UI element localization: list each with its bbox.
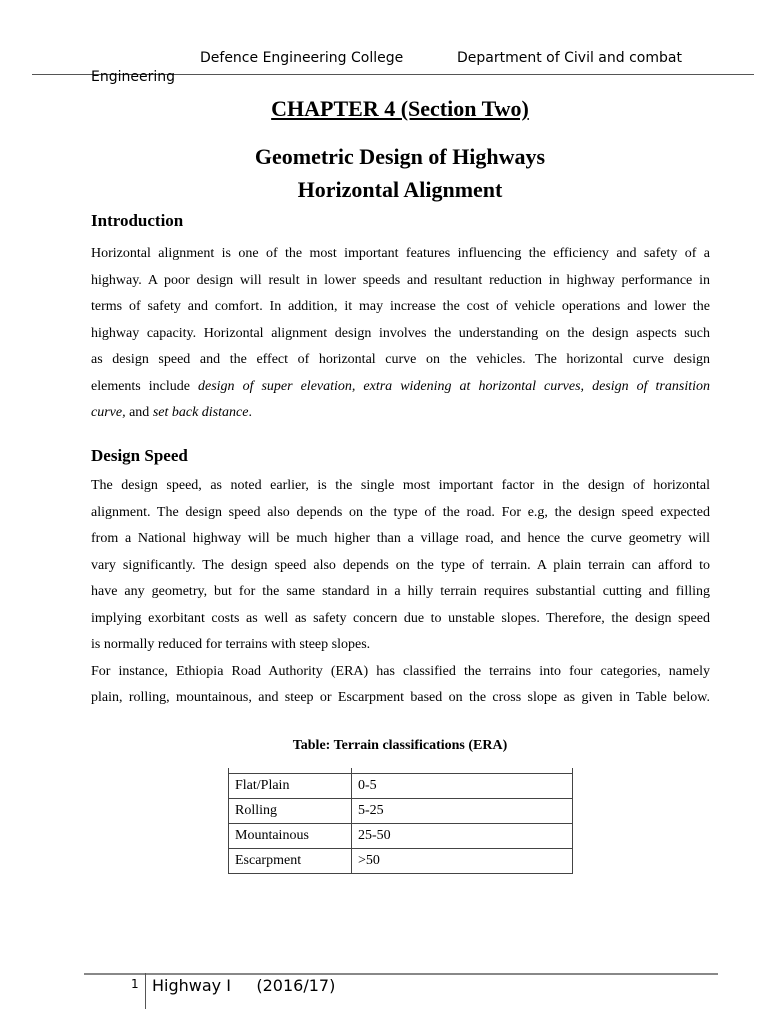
- text-run: elements include: [91, 378, 198, 394]
- table-row: [229, 799, 573, 824]
- table-cell-slope: >50: [352, 849, 573, 874]
- italic-text-run: design of super elevation, extra widening at horizontal curves, design of transition: [198, 378, 710, 394]
- footer-divider: [145, 973, 146, 1009]
- table-row: [229, 824, 573, 849]
- text-line: The design speed, as noted earlier, is the single most important factor in the design of horizontal: [91, 478, 710, 493]
- text-line: vary significantly. The design speed also depends on the type of terrain. A plain terrain can afford to: [91, 557, 710, 573]
- italic-text-run: curve,: [91, 405, 126, 420]
- header-department-continued: Engineering: [91, 69, 175, 85]
- document-subtitle: Horizontal Alignment: [297, 177, 503, 202]
- introduction-heading: Introduction: [91, 211, 184, 230]
- design-speed-paragraph: [91, 473, 710, 712]
- text-line: alignment. The design speed also depends on the type of the road. For e.g, the design speed expected: [91, 504, 710, 520]
- text-line: [91, 374, 710, 401]
- design-speed-heading: Design Speed: [91, 446, 188, 465]
- header-department: Department of Civil and combat: [457, 50, 682, 66]
- text-line: plain, rolling, mountainous, and steep or Escarpment based on the cross slope as given in Table below.: [91, 690, 710, 705]
- text-line: Horizontal alignment is one of the most important features influencing the efficiency and safety of a: [91, 246, 710, 261]
- terrain-table: [228, 768, 573, 874]
- text-line: have any geometry, but for the same standard in a hilly terrain requires substantial cutting and filling: [91, 584, 710, 599]
- text-line: highway capacity. Horizontal alignment design involves the understanding on the design aspects such: [91, 325, 710, 341]
- table-cell-terrain: Mountainous: [229, 824, 352, 849]
- footer-course: Highway I (2016/17): [152, 976, 336, 995]
- text-line: from a National highway will be much higher than a village road, and hence the curve geometry will: [91, 531, 710, 546]
- table-cell-terrain: Rolling: [229, 799, 352, 824]
- table-cell-slope: 0-5: [352, 774, 573, 799]
- text-line: as design speed and the effect of horizontal curve on the vehicles. The horizontal curve design: [91, 352, 710, 367]
- footer-rule: [84, 973, 718, 975]
- table-cell-slope: 25-50: [352, 824, 573, 849]
- table-cell-terrain: Flat/Plain: [229, 774, 352, 799]
- text-line: terms of safety and comfort. In addition, it may increase the cost of vehicle operations and lower the: [91, 299, 710, 314]
- text-line: [91, 400, 710, 427]
- header-college: Defence Engineering College: [200, 50, 404, 66]
- italic-text-run: set back distance: [152, 405, 249, 420]
- table-cell-terrain: Escarpment: [229, 849, 352, 874]
- page-number: 1: [131, 977, 139, 991]
- introduction-paragraph: [91, 241, 710, 427]
- text-line: is normally reduced for terrains with steep slopes.: [91, 637, 371, 652]
- text-line: implying exorbitant costs as well as safety concern due to unstable slopes. Therefore, the design speed: [91, 610, 710, 626]
- text-line: highway. A poor design will result in lower speeds and resultant reduction in highway performance in: [91, 272, 710, 288]
- document-title: Geometric Design of Highways: [254, 144, 546, 169]
- table-cell-slope: 5-25: [352, 799, 573, 824]
- table-row: [229, 774, 573, 799]
- table-caption: Table: Terrain classifications (ERA): [292, 738, 508, 753]
- table-row: [229, 849, 573, 874]
- text-run: .: [248, 405, 252, 420]
- text-run: and: [125, 405, 153, 420]
- text-line: For instance, Ethiopia Road Authority (ERA) has classified the terrains into four categories, namely: [91, 663, 710, 679]
- chapter-heading: CHAPTER 4 (Section Two): [271, 96, 529, 121]
